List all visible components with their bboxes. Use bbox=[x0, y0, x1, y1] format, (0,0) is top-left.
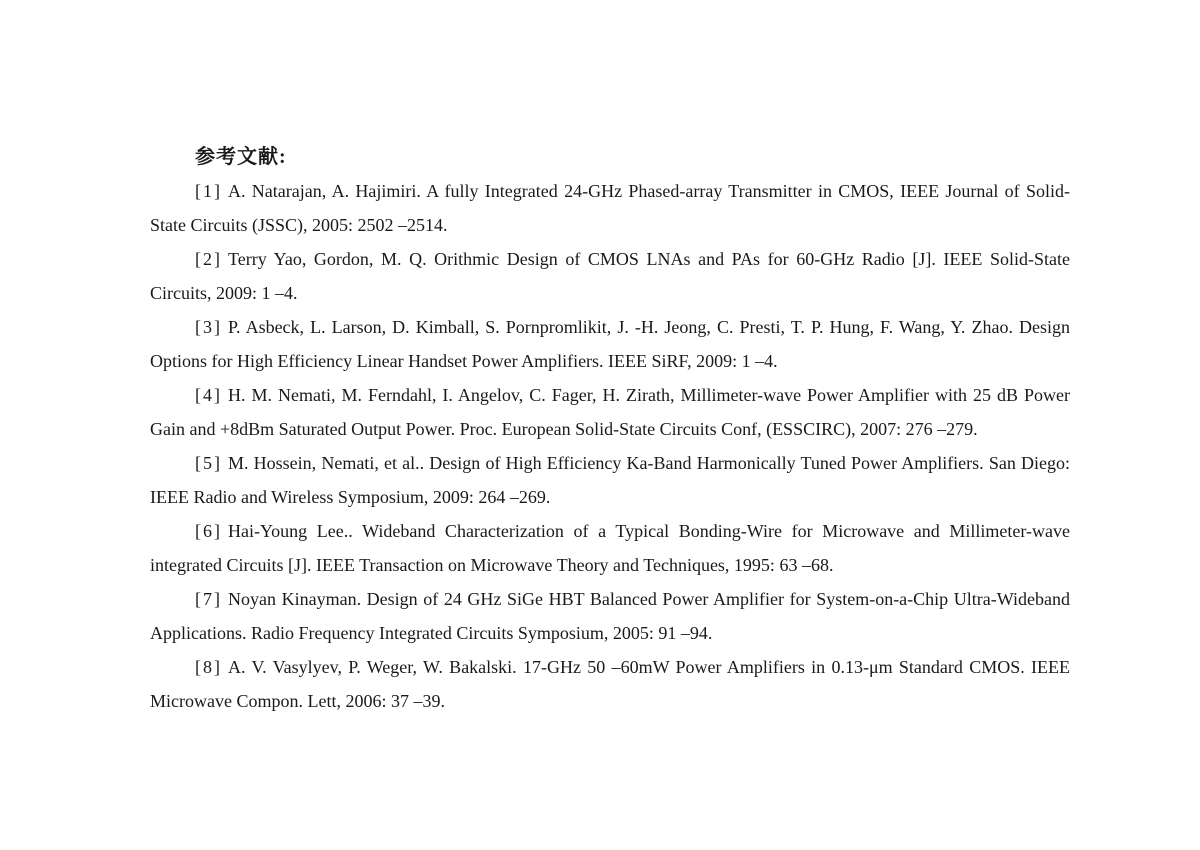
reference-item-6 bbox=[150, 514, 1070, 582]
reference-number: [4] bbox=[195, 385, 222, 405]
reference-text: Noyan Kinayman. Design of 24 GHz SiGe HBT Balanced Power Amplifier for System-on-a-Chip Ultra-Wideband Applications. Radio Frequency Integrated Circuits Symposium, 2005: 91 –94. bbox=[150, 589, 1070, 643]
reference-number: [6] bbox=[195, 521, 222, 541]
reference-item-1 bbox=[150, 174, 1070, 242]
reference-text: M. Hossein, Nemati, et al.. Design of High Efficiency Ka-Band Harmonically Tuned Power Amplifiers. San Diego: IEEE Radio and Wireless Symposium, 2009: 264 –269. bbox=[150, 453, 1070, 507]
reference-item-4 bbox=[150, 378, 1070, 446]
reference-text: H. M. Nemati, M. Ferndahl, I. Angelov, C. Fager, H. Zirath, Millimeter-wave Power Amplifier with 25 dB Power Gain and +8dBm Saturated Output Power. Proc. European Solid-State Circuits Conf, (ESSCIRC), 2007: 276 –279. bbox=[150, 385, 1070, 439]
reference-page bbox=[150, 140, 1070, 718]
reference-text: P. Asbeck, L. Larson, D. Kimball, S. Pornpromlikit, J. -H. Jeong, C. Presti, T. P. Hung, F. Wang, Y. Zhao. Design Options for High Efficiency Linear Handset Power Amplifiers. IEEE SiRF, 2009: 1 –4. bbox=[150, 317, 1070, 371]
reference-item-8 bbox=[150, 650, 1070, 718]
reference-item-3 bbox=[150, 310, 1070, 378]
reference-text: A. V. Vasylyev, P. Weger, W. Bakalski. 17-GHz 50 –60mW Power Amplifiers in 0.13-μm Standard CMOS. IEEE Microwave Compon. Lett, 2006: 37 –39. bbox=[150, 657, 1070, 711]
reference-text: Terry Yao, Gordon, M. Q. Orithmic Design of CMOS LNAs and PAs for 60-GHz Radio [J]. IEEE Solid-State Circuits, 2009: 1 –4. bbox=[150, 249, 1070, 303]
reference-item-2 bbox=[150, 242, 1070, 310]
reference-item-5 bbox=[150, 446, 1070, 514]
reference-number: [7] bbox=[195, 589, 222, 609]
reference-number: [5] bbox=[195, 453, 222, 473]
reference-text: Hai-Young Lee.. Wideband Characterization of a Typical Bonding-Wire for Microwave and Millimeter-wave integrated Circuits [J]. IEEE Transaction on Microwave Theory and Techniques, 1995: 63 –68. bbox=[150, 521, 1070, 575]
reference-item-7 bbox=[150, 582, 1070, 650]
reference-number: [3] bbox=[195, 317, 222, 337]
reference-number: [8] bbox=[195, 657, 222, 677]
references-heading: 参考文献: bbox=[195, 146, 287, 168]
reference-number: [2] bbox=[195, 249, 222, 269]
reference-text: A. Natarajan, A. Hajimiri. A fully Integrated 24-GHz Phased-array Transmitter in CMOS, IEEE Journal of Solid-State Circuits (JSSC), 2005: 2502 –2514. bbox=[150, 181, 1070, 235]
reference-number: [1] bbox=[195, 181, 222, 201]
